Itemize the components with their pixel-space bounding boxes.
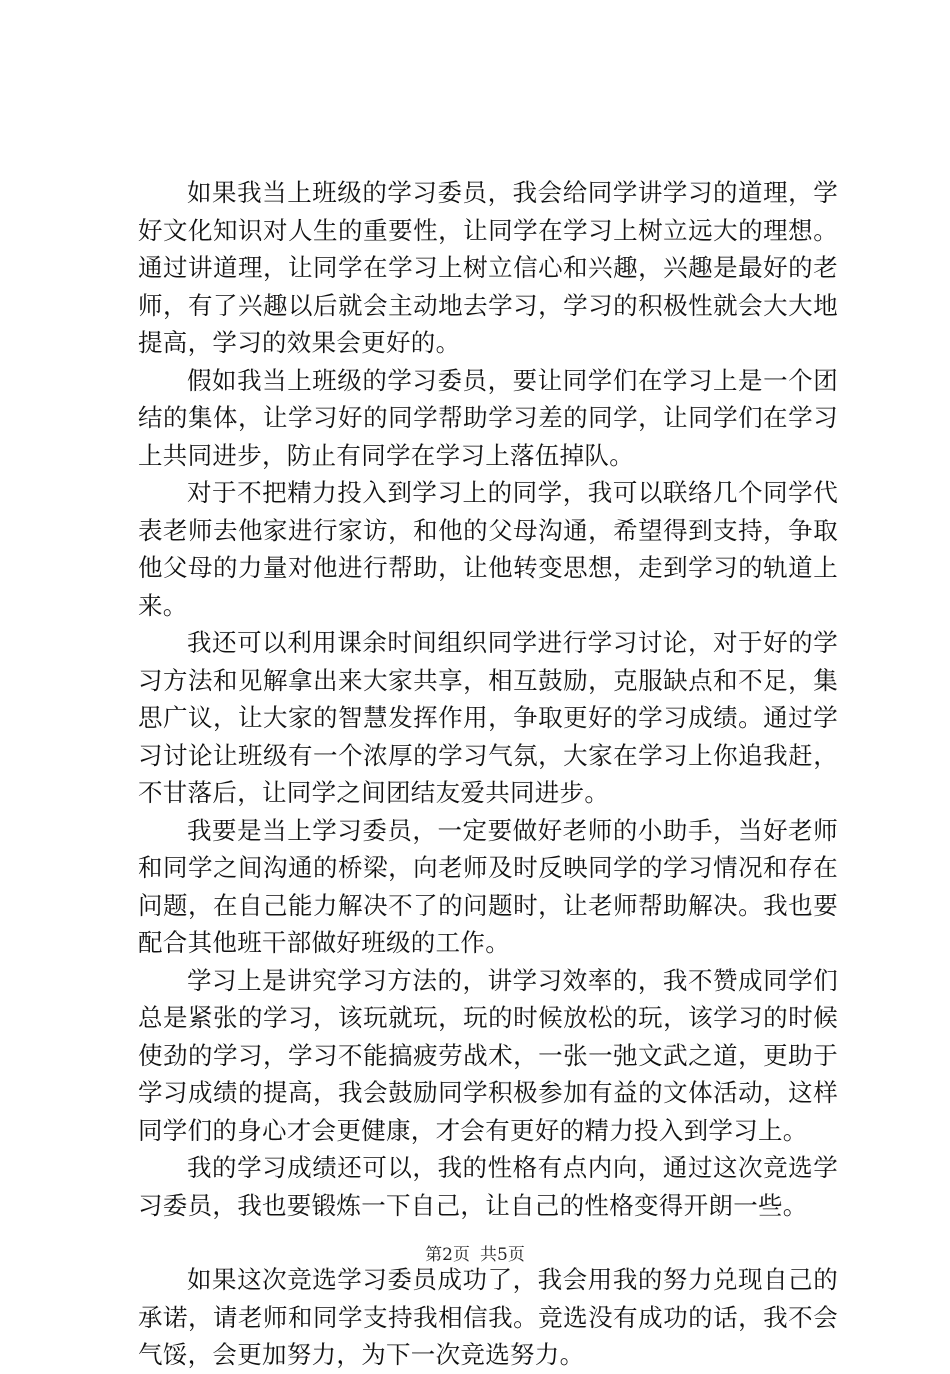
paragraph-2: 假如我当上班级的学习委员，要让同学们在学习上是一个团结的集体，让学习好的同学帮助学习差的同学，让同学们在学习上共同进步，防止有同学在学习上落伍掉队。 [138, 365, 838, 470]
paragraph-8: 如果这次竞选学习委员成功了，我会用我的努力兑现自己的承诺，请老师和同学支持我相信我。竞选没有成功的话，我不会气馁，会更加努力，为下一次竞选努力。 [138, 1265, 838, 1369]
document-body [138, 174, 838, 1374]
paragraph-5: 我要是当上学习委员，一定要做好老师的小助手，当好老师和同学之间沟通的桥梁，向老师及时反映同学的学习情况和存在问题，在自己能力解决不了的问题时，让老师帮助解决。我也要配合其他班干部做好班级的工作。 [138, 815, 838, 957]
page-total: 共5页 [480, 1245, 525, 1265]
paragraph-3: 对于不把精力投入到学习上的同学，我可以联络几个同学代表老师去他家进行家访，和他的父母沟通，希望得到支持，争取他父母的力量对他进行帮助，让他转变思想，走到学习的轨道上来。 [138, 478, 838, 620]
paragraph-4: 我还可以利用课余时间组织同学进行学习讨论，对于好的学习方法和见解拿出来大家共享，相互鼓励，克服缺点和不足，集思广议，让大家的智慧发挥作用，争取更好的学习成绩。通过学习讨论让班级有一个浓厚的学习气氛，大家在学习上你追我赶，不甘落后，让同学之间团结友爱共同进步。 [138, 628, 838, 807]
paragraph-1: 如果我当上班级的学习委员，我会给同学讲学习的道理，学好文化知识对人生的重要性，让同学在学习上树立远大的理想。通过讲道理，让同学在学习上树立信心和兴趣，兴趣是最好的老师，有了兴趣以后就会主动地去学习，学习的积极性就会大大地提高，学习的效果会更好的。 [138, 178, 838, 357]
page-footer [0, 1244, 950, 1266]
page-number: 第2页 [425, 1245, 470, 1265]
paragraph-6: 学习上是讲究学习方法的，讲学习效率的，我不赞成同学们总是紧张的学习，该玩就玩，玩的时候放松的玩，该学习的时候使劲的学习，学习不能搞疲劳战术，一张一弛文武之道，更助于学习成绩的提高，我会鼓励同学积极参加有益的文体活动，这样同学们的身心才会更健康，才会有更好的精力投入到学习上。 [138, 965, 838, 1145]
paragraph-7: 我的学习成绩还可以，我的性格有点内向，通过这次竞选学习委员，我也要锻炼一下自己，让自己的性格变得开朗一些。 [138, 1153, 838, 1220]
